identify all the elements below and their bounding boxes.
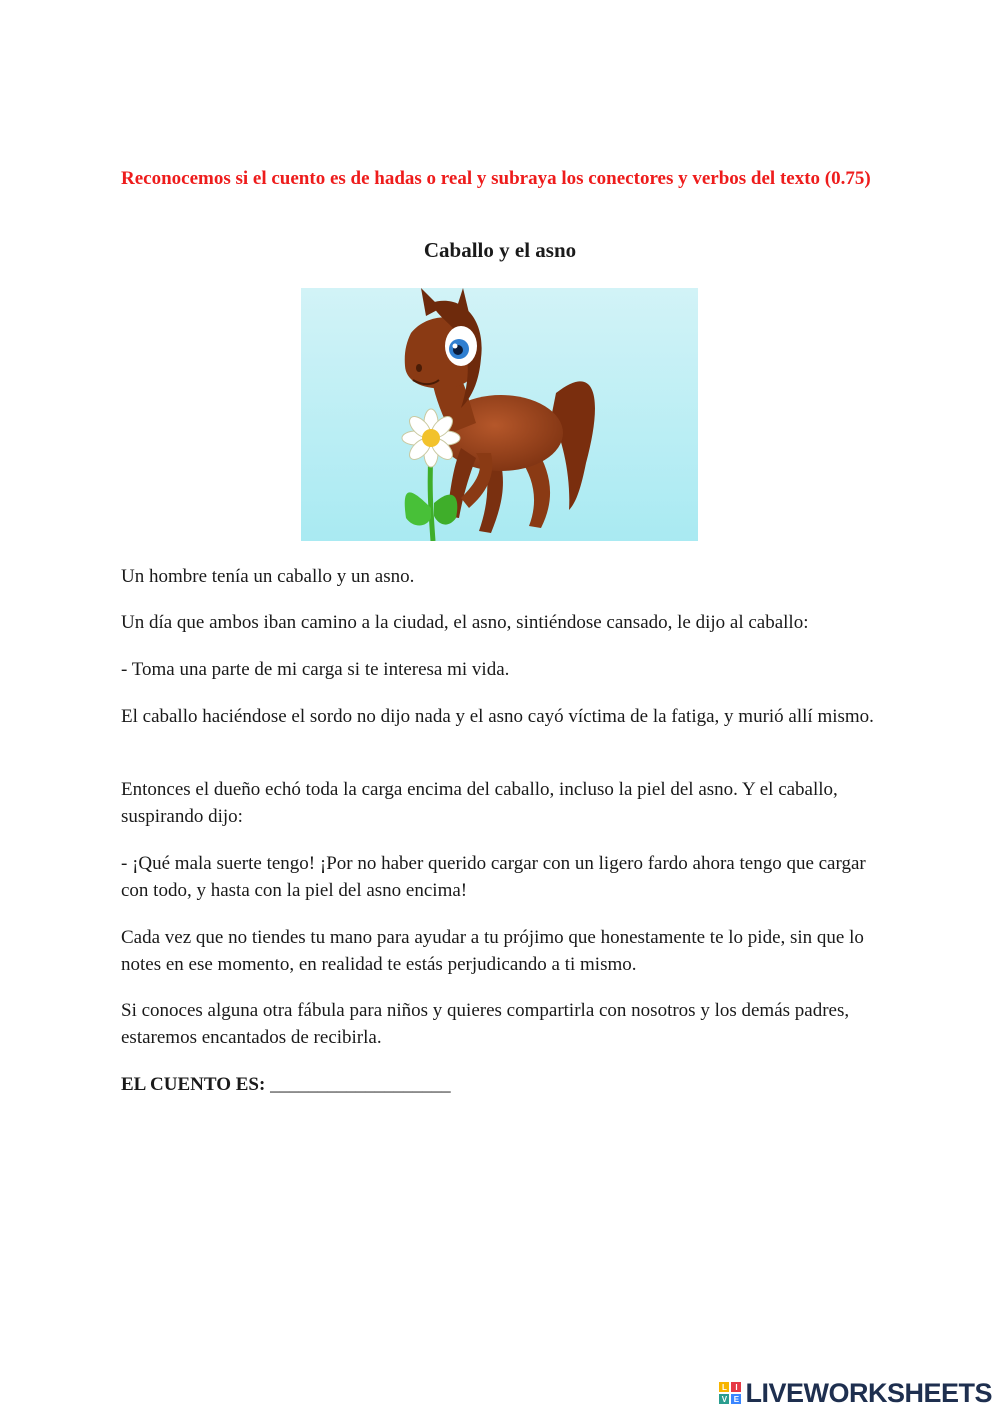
paragraph: Cada vez que no tiendes tu mano para ayudar a tu prójimo que honestamente te lo pide, sin que lo notes en ese momento, en realidad te estás perjudicando a ti mismo. — [121, 927, 864, 975]
liveworksheets-logo — [719, 1378, 992, 1408]
brand-grid-icon — [719, 1382, 741, 1404]
paragraph: Un día que ambos iban camino a la ciudad, el asno, sintiéndose cansado, le dijo al caballo: — [121, 612, 809, 633]
brand-letter: E — [731, 1394, 741, 1404]
answer-blank[interactable]: ___________________ — [270, 1074, 451, 1095]
instruction-text: Reconocemos si el cuento es de hadas o real y subraya los conectores y verbos del texto (0.75) — [121, 168, 871, 189]
paragraph: Un hombre tenía un caballo y un asno. — [121, 566, 415, 587]
paragraph: El caballo haciéndose el sordo no dijo nada y el asno cayó víctima de la fatiga, y murió allí mismo. — [121, 706, 874, 727]
brand-letter: I — [731, 1382, 741, 1392]
answer-label: EL CUENTO ES: — [121, 1074, 266, 1095]
daisy-flower — [402, 409, 460, 467]
horse-illustration — [301, 288, 698, 541]
paragraph: - Toma una parte de mi carga si te interesa mi vida. — [121, 659, 510, 680]
brand-letter: L — [719, 1382, 729, 1392]
brand-letter: V — [719, 1394, 729, 1404]
brand-text: LIVEWORKSHEETS — [745, 1377, 992, 1408]
paragraph: - ¡Qué mala suerte tengo! ¡Por no haber querido cargar con un ligero fardo ahora tengo que cargar con todo, y hasta con la piel del asno encima! — [121, 853, 866, 901]
paragraph: Entonces el dueño echó toda la carga encima del caballo, incluso la piel del asno. Y el caballo, suspirando dijo: — [121, 779, 838, 827]
paragraph: Si conoces alguna otra fábula para niños y quieres compartirla con nosotros y los demás padres, estaremos encantados de recibirla. — [121, 1000, 850, 1048]
story-title: Caballo y el asno — [423, 238, 577, 262]
answer-line — [121, 1071, 881, 1098]
